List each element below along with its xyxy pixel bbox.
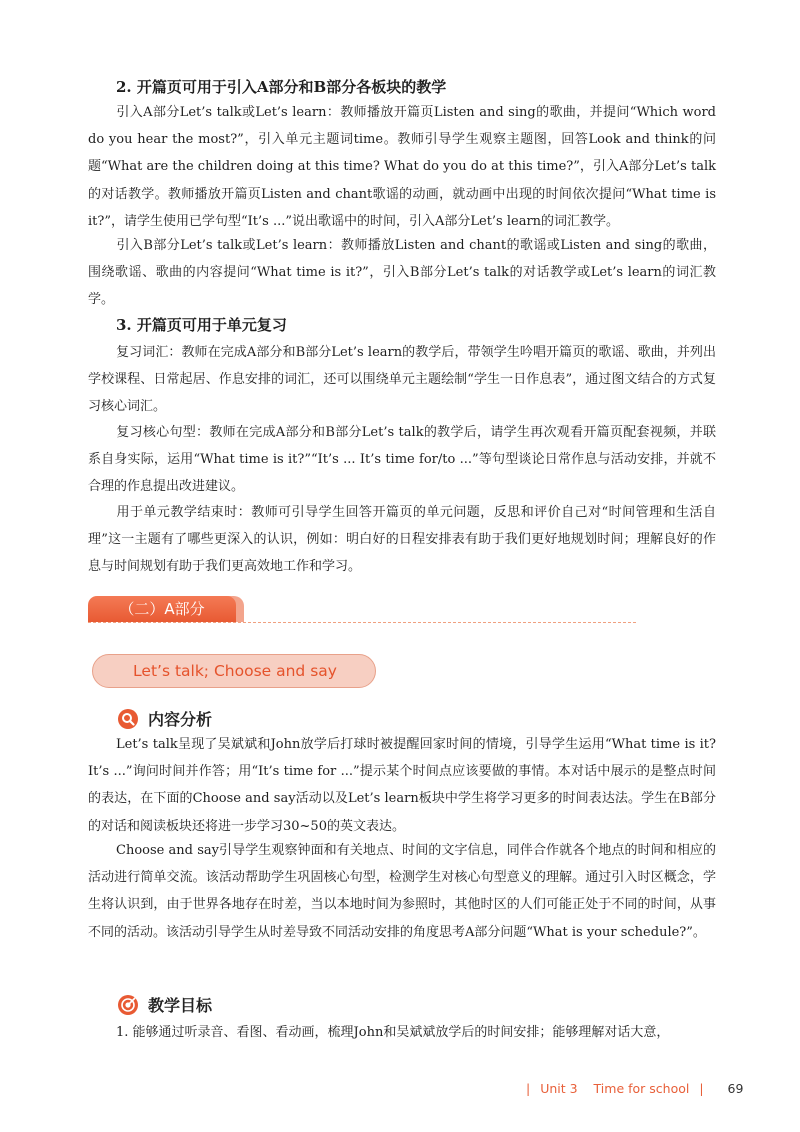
footer-unit: Unit 3 xyxy=(540,1081,578,1096)
section-2-paragraph-1-text: 引入A部分Let’s talk或Let’s learn：教师播放开篇页Listen and sing的歌曲，并提问“Which word do you hear the most?”，引入单元主题词time。教师引导学生观察主题图，回答Look and think的问题“What are the children doing at this time? What do you do at this time?”，引入A部分Let’s talk的对话教学。教师播放开篇页Listen and chant歌谣的动画，就动画中出现的时间依次提问“What time is it?”，请学生使用已学句型“It’s ...”说出歌谣中的时间，引入A部分Let’s learn的词汇教学。 xyxy=(88,105,716,229)
content-analysis-title: 内容分析 xyxy=(148,710,213,729)
section-3-paragraph-3-text: 用于单元教学结束时：教师可引导学生回答开篇页的单元问题，反思和评价自己对“时间管理和生活自理”这一主题有了哪些更深入的认识，例如：明白好的日程安排表有助于我们更好地规划时间；理解良好的作息与时间规划有助于我们更高效地工作和学习。 xyxy=(88,505,716,575)
content-analysis-header xyxy=(118,707,212,730)
footer-topic: Time for school xyxy=(593,1081,690,1096)
lesson-title: Let’s talk; Choose and say xyxy=(133,662,337,680)
part-a-divider xyxy=(88,622,636,623)
content-paragraph-1 xyxy=(88,731,716,840)
teaching-goals-title: 教学目标 xyxy=(148,996,213,1015)
part-a-label: （二）A部分 xyxy=(119,600,205,618)
content-paragraph-2-text: Choose and say引导学生观察钟面和有关地点、时间的文字信息，同伴合作就各个地点的时间和相应的活动进行简单交流。该活动帮助学生巩固核心句型，检测学生对核心句型意义的理解。通过引入时区概念，学生将认识到，由于世界各地存在时差，当以本地时间为参照时，其他时区的人们可能正处于不同的时间，从事不同的活动。该活动引导学生从时差导致不同活动安排的角度思考A部分问题“What is your schedule?”。 xyxy=(88,843,716,940)
section-3-paragraph-1-text: 复习词汇：教师在完成A部分和B部分Let’s learn的教学后，带领学生吟唱开篇页的歌谣、歌曲，并列出学校课程、日常起居、作息安排的词汇，还可以围绕单元主题绘制“学生一日作息表”，通过图文结合的方式复习核心词汇。 xyxy=(88,345,716,415)
section-3-paragraph-3 xyxy=(88,499,716,581)
section-3-paragraph-2-text: 复习核心句型：教师在完成A部分和B部分Let’s talk的教学后，请学生再次观看开篇页配套视频，并联系自身实际，运用“What time is it?”“It’s ... It’s time for/to ...”等句型谈论日常作息与活动安排，并就不合理的作息提出改进建议。 xyxy=(88,425,716,495)
section-3-heading: 3. 开篇页可用于单元复习 xyxy=(116,316,287,334)
section-2-paragraph-1 xyxy=(88,99,716,235)
goals-item-1: 1. 能够通过听录音、看图、看动画，梳理John和吴斌斌放学后的时间安排；能够理解对话大意， xyxy=(116,1025,670,1040)
section-3-paragraph-1 xyxy=(88,339,716,421)
lesson-title-pill xyxy=(92,654,376,688)
magnifier-icon xyxy=(118,709,138,729)
section-2-heading: 2. 开篇页可用于引入A部分和B部分各板块的教学 xyxy=(116,78,447,96)
section-2-paragraph-2 xyxy=(88,232,716,314)
footer-separator-left: | xyxy=(526,1081,531,1096)
section-2-paragraph-2-text: 引入B部分Let’s talk或Let’s learn：教师播放Listen and chant的歌谣或Listen and sing的歌曲，围绕歌谣、歌曲的内容提问“What time is it?”，引入B部分Let’s talk的对话教学或Let’s learn的词汇教学。 xyxy=(88,238,716,308)
footer-separator-right: | xyxy=(699,1081,704,1096)
content-paragraph-2 xyxy=(88,837,716,946)
teaching-goals-header xyxy=(118,993,212,1016)
part-a-banner xyxy=(88,596,244,622)
section-3-paragraph-2 xyxy=(88,419,716,501)
page-number: 69 xyxy=(727,1081,744,1096)
page-footer xyxy=(520,1081,743,1101)
target-icon xyxy=(118,995,138,1015)
content-paragraph-1-text: Let’s talk呈现了吴斌斌和John放学后打球时被提醒回家时间的情境，引导学生运用“What time is it? It’s ...”询问时间并作答；用“It’s time for ...”提示某个时间点应该要做的事情。本对话中展示的是整点时间的表达，在下面的Choose and say活动以及Let’s learn板块中学生将学习更多的时间表达法。学生在B部分的对话和阅读板块还将进一步学习30~50的英文表达。 xyxy=(88,737,716,834)
